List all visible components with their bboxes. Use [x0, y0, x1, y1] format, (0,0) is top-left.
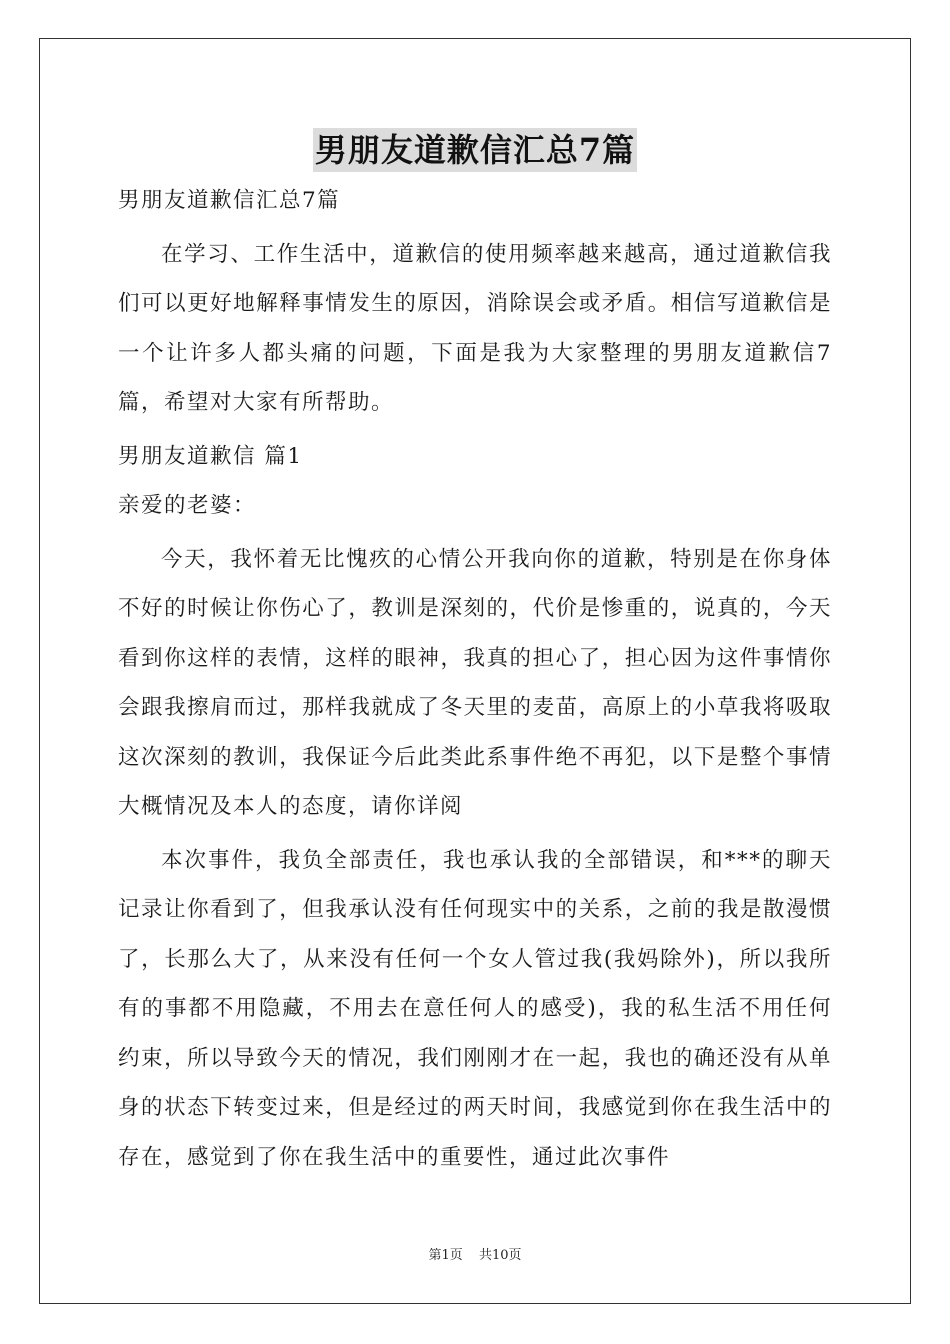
intro-paragraph: 在学习、工作生活中，道歉信的使用频率越来越高，通过道歉信我们可以更好地解释事情发生的原因，消除误会或矛盾。相信写道歉信是一个让许多人都头痛的问题，下面是我为大家整理的男朋友道歉信7篇，希望对大家有所帮助。 [118, 241, 832, 415]
document-title-text: 男朋友道歉信汇总7篇 [313, 128, 637, 172]
page-total: 共10页 [478, 1248, 522, 1263]
body-paragraph-1: 今天，我怀着无比愧疚的心情公开我向你的道歉，特别是在你身体不好的时候让你伤心了，教训是深刻的，代价是惨重的，说真的，今天看到你这样的表情，这样的眼神，我真的担心了，担心因为这件事情你会跟我擦肩而过，那样我就成了冬天里的麦苗，高原上的小草我将吸取这次深刻的教训，我保证今后此类此系事件绝不再犯，以下是整个事情大概情况及本人的态度，请你详阅 [118, 546, 832, 819]
section-heading: 男朋友道歉信 篇1 [118, 443, 303, 469]
page-number: 第1页 [428, 1248, 463, 1263]
page-footer [0, 1244, 950, 1263]
document-title [0, 128, 950, 172]
body-paragraph-2: 本次事件，我负全部责任，我也承认我的全部错误，和***的聊天记录让你看到了，但我承认没有任何现实中的关系，之前的我是散漫惯了，长那么大了，从来没有任何一个女人管过我(我妈除外)，所以我所有的事都不用隐藏，不用去在意任何人的感受)，我的私生活不用任何约束，所以导致今天的情况，我们刚刚才在一起，我也的确还没有从单身的状态下转变过来，但是经过的两天时间，我感觉到你在我生活中的存在，感觉到了你在我生活中的重要性，通过此次事件 [118, 847, 832, 1170]
document-body [118, 176, 832, 1182]
salutation: 亲爱的老婆： [118, 493, 257, 518]
document-subtitle: 男朋友道歉信汇总7篇 [118, 188, 341, 213]
